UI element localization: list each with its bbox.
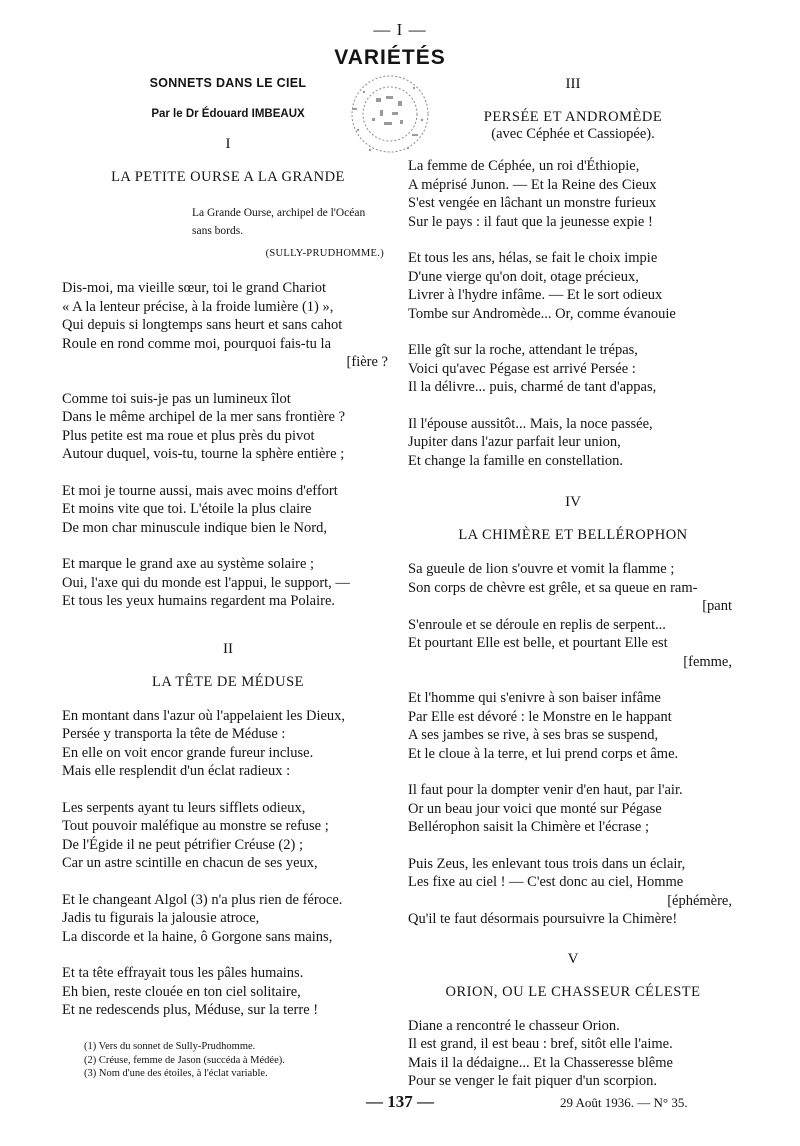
sonnet-title: LA PETITE OURSE A LA GRANDE bbox=[111, 169, 345, 185]
sonnet-numeral: II bbox=[223, 640, 233, 657]
verse-line: Or un beau jour voici que monté sur Pégase bbox=[408, 800, 662, 817]
stanza bbox=[62, 964, 394, 1020]
verse-line: Et marque le grand axe au système solaire ; bbox=[62, 556, 315, 572]
verse-line: Et moi je tourne aussi, mais avec moins d'effort bbox=[62, 482, 338, 499]
verse-line: Et ne redescends plus, Méduse, sur la terre ! bbox=[62, 1002, 319, 1018]
stanza bbox=[408, 855, 738, 929]
verse-line: S'enroule et se déroule en replis de serpent... bbox=[408, 616, 666, 633]
verse-line: D'une vierge qu'on doit, otage précieux, bbox=[408, 268, 639, 285]
sonnet-title: LA CHIMÈRE ET BELLÉROPHON bbox=[458, 527, 688, 543]
verse-line: « A la lenteur précise, à la froide lumière (1) », bbox=[62, 298, 334, 315]
sonnet-numeral: I bbox=[225, 136, 231, 152]
stanza bbox=[62, 482, 394, 538]
verse-line: Tombe sur Andromède... Or, comme évanouie bbox=[408, 305, 676, 322]
sonnet-iii bbox=[408, 76, 738, 470]
verse-line: Les serpents ayant tu leurs sifflets odieux, bbox=[62, 799, 306, 816]
footnote: (1) Vers du sonnet de Sully-Prudhomme. bbox=[84, 1041, 256, 1052]
verse-line: Et ta tête effrayait tous les pâles humains. bbox=[62, 965, 304, 981]
sonnet-title: ORION, OU LE CHASSEUR CÉLESTE bbox=[445, 983, 701, 1000]
verse-line: Son corps de chèvre est grêle, et sa queue en ram- bbox=[408, 579, 698, 596]
verse-line: Dis-moi, ma vieille sœur, toi le grand Chariot bbox=[62, 280, 326, 296]
verse-line: Les fixe au ciel ! — C'est donc au ciel, Homme bbox=[408, 874, 684, 890]
verse-line: Tout pouvoir maléfique au monstre se refuse ; bbox=[62, 818, 329, 834]
epigraph-line: sans bords. bbox=[192, 225, 244, 237]
verse-line: De mon char minuscule indique bien le Nord, bbox=[62, 519, 327, 536]
stanza bbox=[408, 249, 738, 323]
verse-line: Car un astre scintille en chacun de ses yeux, bbox=[62, 855, 318, 871]
verse-line: Mais il la dédaigne... Et la Chasseresse blême bbox=[408, 1054, 673, 1071]
verse-line: Il est grand, il est beau : bref, sitôt elle l'aime. bbox=[408, 1036, 673, 1052]
page-marker: — I — bbox=[373, 20, 427, 39]
sonnet-numeral: III bbox=[565, 76, 581, 92]
verse-continuation: [femme, bbox=[683, 653, 732, 670]
verse-line: Puis Zeus, les enlevant tous trois dans un éclair, bbox=[408, 855, 686, 872]
issue-date: 29 Août 1936. — N° 35. bbox=[560, 1095, 688, 1110]
verse-line: Sa gueule de lion s'ouvre et vomit la flamme ; bbox=[408, 561, 675, 577]
verse-line: En elle on voit encor grande fureur incluse. bbox=[62, 744, 314, 761]
verse-line: Bellérophon saisit la Chimère et l'écrase ; bbox=[408, 819, 649, 835]
footnote: (3) Nom d'une des étoiles, à l'éclat variable. bbox=[84, 1068, 268, 1079]
byline: Par le Dr Édouard IMBEAUX bbox=[151, 108, 305, 120]
epigraph-line: La Grande Ourse, archipel de l'Océan bbox=[192, 207, 366, 219]
stanza bbox=[408, 560, 738, 671]
stanza bbox=[62, 390, 394, 464]
verse-line: Et moins vite que toi. L'étoile la plus claire bbox=[62, 501, 312, 517]
verse-line: Diane a rencontré le chasseur Orion. bbox=[408, 1017, 620, 1034]
verse-line: Oui, l'axe qui du monde est l'appui, le support, — bbox=[62, 574, 350, 591]
verse-line: Persée y transporta la tête de Méduse : bbox=[62, 726, 286, 742]
verse-line: Et pourtant Elle est belle, et pourtant Elle est bbox=[408, 635, 668, 651]
sonnet-iv bbox=[408, 494, 738, 929]
verse-line: Eh bien, reste clouée en ton ciel solitaire, bbox=[62, 983, 301, 1000]
stanza bbox=[62, 891, 394, 947]
sonnet-numeral: IV bbox=[565, 494, 581, 510]
verse-line: S'est vengée en lâchant un monstre furieux bbox=[408, 195, 657, 211]
verse-continuation: [éphémère, bbox=[667, 892, 732, 909]
stanza bbox=[62, 279, 394, 372]
verse-line: Livrer à l'hydre infâme. — Et le sort odieux bbox=[408, 287, 663, 303]
stanza bbox=[62, 707, 394, 781]
verse-line: Et change la famille en constellation. bbox=[408, 452, 624, 469]
verse-line: La discorde et la haine, ô Gorgone sans mains, bbox=[62, 928, 333, 945]
epigraph-attribution: (SULLY-PRUDHOMME.) bbox=[265, 248, 384, 259]
verse-line: Comme toi suis-je pas un lumineux îlot bbox=[62, 390, 291, 407]
verse-line: En montant dans l'azur où l'appelaient les Dieux, bbox=[62, 707, 346, 724]
footnote: (2) Créuse, femme de Jason (succéda à Médée). bbox=[84, 1054, 285, 1066]
series-title: SONNETS DANS LE CIEL bbox=[149, 76, 307, 90]
verse-continuation: [fière ? bbox=[346, 354, 388, 370]
verse-line: Elle gît sur la roche, attendant le trépas, bbox=[408, 342, 638, 358]
sonnet-title: PERSÉE ET ANDROMÈDE bbox=[483, 109, 663, 125]
left-column bbox=[62, 76, 394, 1020]
verse-line: Sur le pays : il faut que la jeunesse expie ! bbox=[408, 213, 653, 230]
verse-line: Et le cloue à la terre, et lui prend corps et âme. bbox=[408, 745, 679, 762]
sonnet-i bbox=[62, 136, 394, 611]
verse-line: Mais elle resplendit d'un éclat radieux : bbox=[62, 763, 291, 779]
verse-line: Et tous les ans, hélas, se fait le choix impie bbox=[408, 250, 658, 266]
sonnet-title: LA TÊTE DE MÉDUSE bbox=[151, 673, 304, 690]
verse-line: Et le changeant Algol (3) n'a plus rien de féroce. bbox=[62, 891, 343, 908]
verse-line: Il l'épouse aussitôt... Mais, la noce passée, bbox=[408, 415, 653, 432]
verse-line: Jupiter dans l'azur parfait leur union, bbox=[408, 434, 621, 450]
footnotes bbox=[84, 1040, 404, 1081]
stanza bbox=[408, 781, 738, 837]
stanza bbox=[408, 1017, 738, 1091]
verse-line: Dans le même archipel de la mer sans frontière ? bbox=[62, 409, 346, 425]
verse-line: Il faut pour la dompter venir d'en haut, par l'air. bbox=[408, 782, 683, 798]
verse-line: Roule en rond comme moi, pourquoi fais-tu la bbox=[62, 335, 332, 352]
verse-line: Pour se venger le fait piquer d'un scorpion. bbox=[408, 1073, 658, 1089]
stanza bbox=[408, 689, 738, 763]
epigraph bbox=[192, 204, 394, 240]
right-column bbox=[408, 76, 738, 1091]
stanza bbox=[62, 799, 394, 873]
section-title: VARIÉTÉS bbox=[334, 46, 446, 69]
sonnet-subtitle: (avec Céphée et Cassiopée). bbox=[491, 126, 655, 142]
sonnet-v bbox=[408, 951, 738, 1091]
verse-line: Et l'homme qui s'enivre à son baiser infâme bbox=[408, 690, 661, 706]
stanza bbox=[408, 341, 738, 397]
verse-line: Jadis tu figurais la jalousie atroce, bbox=[62, 910, 260, 926]
sonnet-numeral: V bbox=[567, 950, 579, 967]
verse-line: Plus petite est ma roue et plus près du pivot bbox=[62, 427, 315, 444]
verse-line: Et tous les yeux humains regardent ma Polaire. bbox=[62, 593, 336, 609]
stanza bbox=[408, 415, 738, 471]
verse-line: Qui depuis si longtemps sans heurt et sans cahot bbox=[62, 317, 343, 333]
verse-line: A méprisé Junon. — Et la Reine des Cieux bbox=[408, 176, 657, 193]
verse-line: A ses jambes se rive, à ses bras se suspend, bbox=[408, 727, 659, 743]
page-number: — 137 — bbox=[366, 1092, 434, 1111]
stanza bbox=[408, 157, 738, 231]
verse-line: De l'Égide il ne peut pétrifier Créuse (2) ; bbox=[62, 836, 303, 853]
verse-line: Par Elle est dévoré : le Monstre en le happant bbox=[408, 708, 672, 725]
verse-line: Qu'il te faut désormais poursuivre la Chimère! bbox=[408, 911, 678, 927]
verse-line: Autour duquel, vois-tu, tourne la sphère entière ; bbox=[62, 446, 345, 462]
sonnet-ii bbox=[62, 641, 394, 1020]
verse-line: Voici qu'avec Pégase est arrivé Persée : bbox=[408, 360, 636, 377]
verse-line: La femme de Céphée, un roi d'Éthiopie, bbox=[408, 158, 640, 174]
stanza bbox=[62, 555, 394, 611]
verse-continuation: [pant bbox=[702, 598, 732, 614]
verse-line: Il la délivre... puis, charmé de tant d'appas, bbox=[408, 379, 657, 395]
